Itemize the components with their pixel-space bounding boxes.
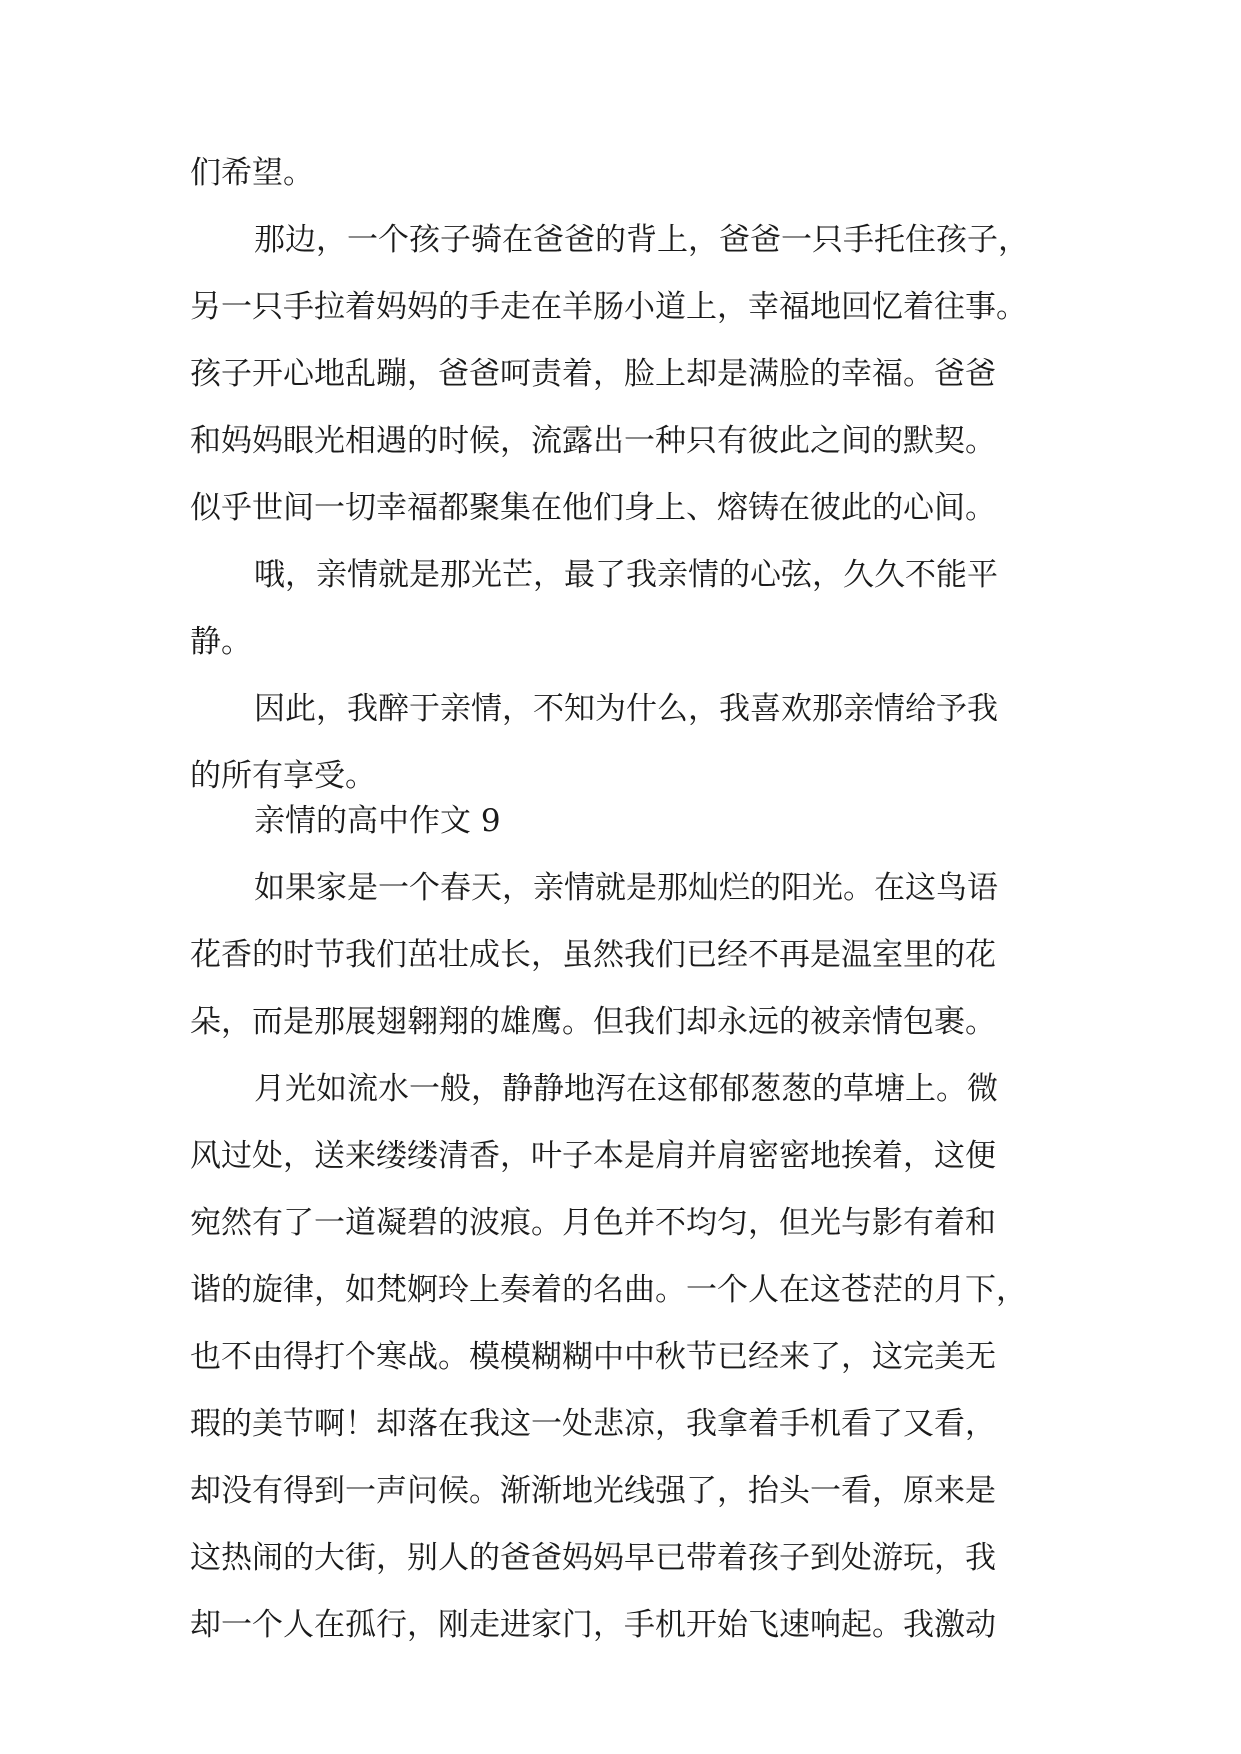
text-line: 的所有享受。 — [190, 758, 376, 794]
text-line: 谐的旋律，如梵婀玲上奏着的名曲。一个人在这苍茫的月下， — [190, 1272, 1027, 1308]
text-line: 们希望。 — [190, 155, 314, 191]
text-line: 也不由得打个寒战。模模糊糊中中秋节已经来了，这完美无 — [190, 1339, 996, 1375]
text-line: 和妈妈眼光相遇的时候，流露出一种只有彼此之间的默契。 — [190, 423, 996, 459]
text-line: 静。 — [190, 624, 252, 660]
section-2-text — [190, 788, 1050, 1659]
text-line: 风过处，送来缕缕清香，叶子本是肩并肩密密地挨着，这便 — [190, 1138, 996, 1174]
text-line: 那边，一个孩子骑在爸爸的背上，爸爸一只手托住孩子， — [254, 222, 1029, 258]
text-line: 如果家是一个春天，亲情就是那灿烂的阳光。在这鸟语 — [254, 870, 998, 906]
text-line: 花香的时节我们茁壮成长，虽然我们已经不再是温室里的花 — [190, 937, 996, 973]
section-heading: 亲情的高中作文 9 — [254, 803, 501, 839]
section-1-text — [190, 140, 1050, 810]
text-line: 另一只手拉着妈妈的手走在羊肠小道上，幸福地回忆着往事。 — [190, 289, 1027, 325]
text-line: 却没有得到一声问候。渐渐地光线强了，抬头一看，原来是 — [190, 1473, 996, 1509]
text-line: 孩子开心地乱蹦，爸爸呵责着，脸上却是满脸的幸福。爸爸 — [190, 356, 996, 392]
text-line: 却一个人在孤行，刚走进家门，手机开始飞速响起。我激动 — [190, 1607, 996, 1643]
text-line: 似乎世间一切幸福都聚集在他们身上、熔铸在彼此的心间。 — [190, 490, 996, 526]
text-line: 哦，亲情就是那光芒，最了我亲情的心弦，久久不能平 — [254, 557, 998, 593]
text-line: 朵，而是那展翅翱翔的雄鹰。但我们却永远的被亲情包裹。 — [190, 1004, 996, 1040]
text-line: 瑕的美节啊！却落在我这一处悲凉，我拿着手机看了又看， — [190, 1406, 996, 1442]
text-line: 因此，我醉于亲情，不知为什么，我喜欢那亲情给予我 — [254, 691, 998, 727]
text-line: 这热闹的大街，别人的爸爸妈妈早已带着孩子到处游玩，我 — [190, 1540, 996, 1576]
text-line: 宛然有了一道凝碧的波痕。月色并不均匀，但光与影有着和 — [190, 1205, 996, 1241]
text-line: 月光如流水一般，静静地泻在这郁郁葱葱的草塘上。微 — [254, 1071, 998, 1107]
